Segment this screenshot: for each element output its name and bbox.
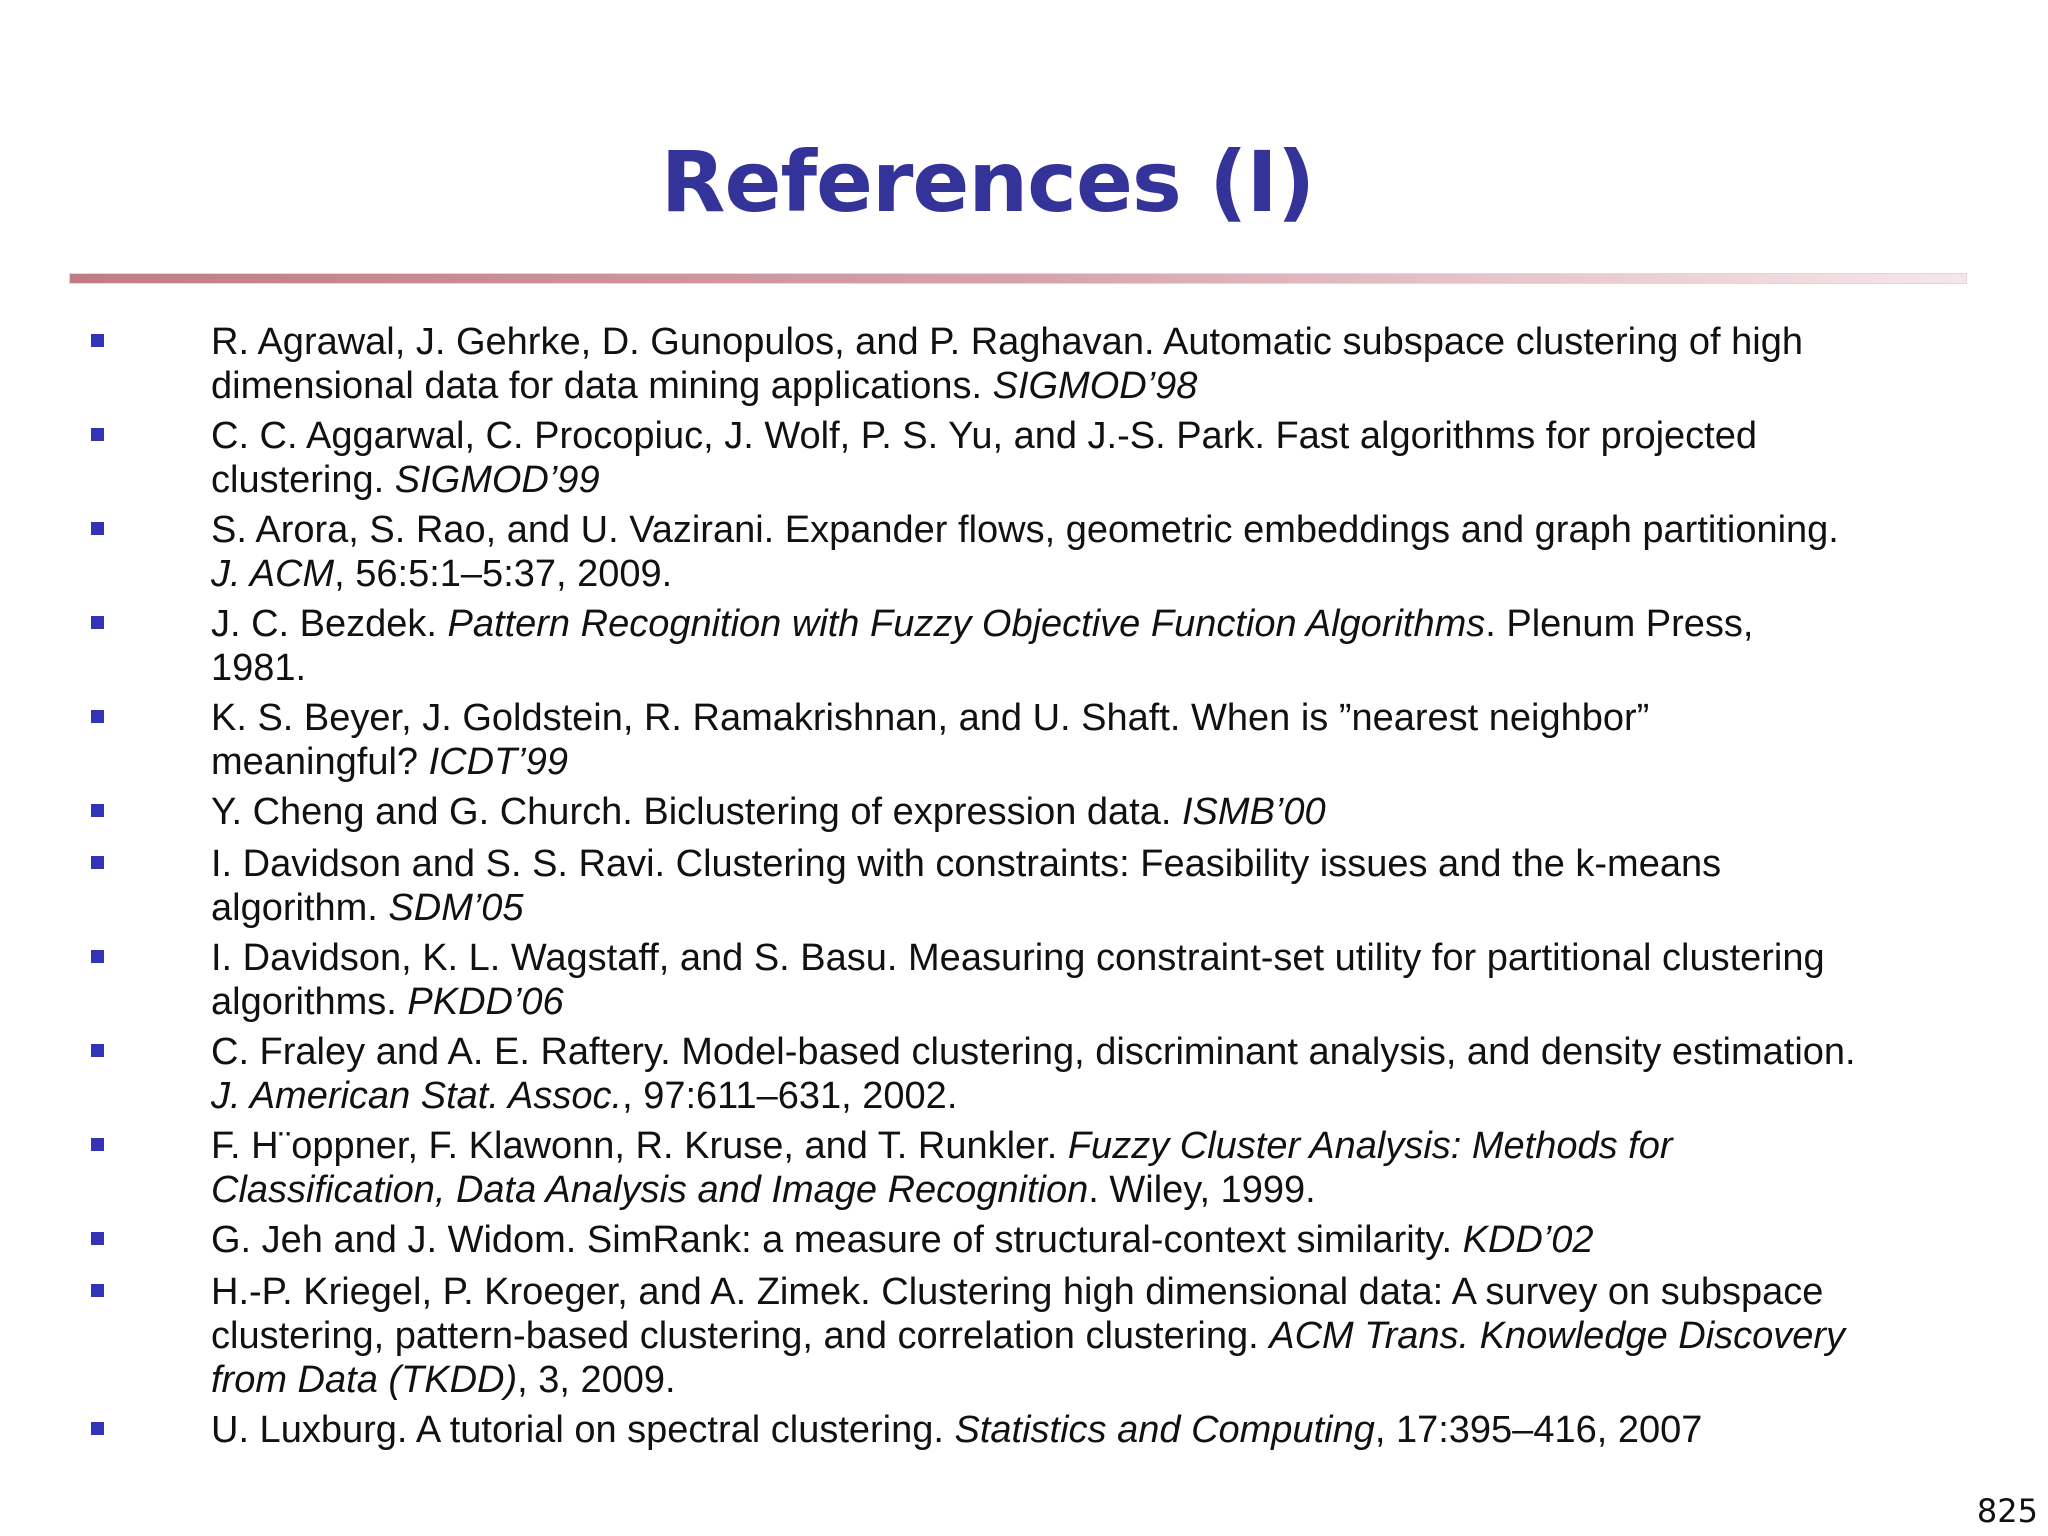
square-bullet-icon [91,710,104,723]
reference-segment: K. S. Beyer, J. Goldstein, R. Ramakrishnan, and U. Shaft. When is ”nearest neighbor” [211,697,1650,739]
reference-line [211,696,1991,740]
reference-line [211,1168,1991,1212]
square-bullet-icon [91,950,104,963]
reference-line [211,320,1991,364]
square-bullet-icon [91,428,104,441]
reference-segment: J. C. Bezdek. [211,603,448,645]
reference-venue: Fuzzy Cluster Analysis: Methods for [1067,1125,1673,1167]
reference-segment: . Wiley, 1999. [1088,1169,1316,1211]
reference-segment: R. Agrawal, J. Gehrke, D. Gunopulos, and P. Raghavan. Automatic subspace clustering of high [211,321,1803,363]
reference-venue: SDM’05 [388,887,524,929]
reference-venue: Classification, Data Analysis and Image Recognition [211,1169,1089,1211]
reference-venue: SIGMOD’98 [992,365,1198,407]
reference-line [211,740,1991,784]
reference-line [211,458,1991,502]
reference-line [211,414,1991,458]
reference-segment: . Plenum Press, [1485,603,1754,645]
reference-venue: ACM Trans. Knowledge Discovery [1269,1315,1846,1357]
reference-venue: J. American Stat. Assoc. [211,1075,623,1117]
reference-line [211,886,1991,930]
reference-text [211,1408,1991,1452]
reference-text [211,1218,1991,1262]
square-bullet-icon [91,334,104,347]
reference-line [211,364,1991,408]
reference-line [211,646,1991,690]
reference-text [211,320,1991,408]
reference-venue: from Data (TKDD) [211,1359,518,1401]
reference-segment: H.-P. Kriegel, P. Kroeger, and A. Zimek. Clustering high dimensional data: A survey on subspace [211,1271,1824,1313]
square-bullet-icon [91,1422,104,1435]
reference-text [211,936,1991,1024]
reference-venue: KDD’02 [1462,1219,1594,1261]
reference-segment: algorithms. [211,981,408,1023]
reference-text [211,790,1991,834]
reference-line [211,1218,1991,1262]
reference-line [211,602,1991,646]
reference-venue: Pattern Recognition with Fuzzy Objective Function Algorithms [447,603,1486,645]
reference-line [211,1314,1991,1358]
reference-segment: C. C. Aggarwal, C. Procopiuc, J. Wolf, P. S. Yu, and J.-S. Park. Fast algorithms for projected [211,415,1757,457]
reference-line [211,842,1991,886]
reference-segment: , 56:5:1–5:37, 2009. [334,553,673,595]
reference-text [211,602,1991,690]
reference-segment: , 3, 2009. [517,1359,676,1401]
reference-line [211,1074,1991,1118]
reference-venue: Statistics and Computing [954,1409,1375,1451]
reference-line [211,1030,1991,1074]
square-bullet-icon [91,616,104,629]
reference-segment: algorithm. [211,887,389,929]
reference-segment: C. Fraley and A. E. Raftery. Model-based clustering, discriminant analysis, and density estimation. [211,1031,1856,1073]
reference-segment: Y. Cheng and G. Church. Biclustering of expression data. [211,791,1182,833]
square-bullet-icon [91,1232,104,1245]
reference-line [211,508,1991,552]
reference-segment: , 17:395–416, 2007 [1374,1409,1703,1451]
square-bullet-icon [91,1284,104,1297]
reference-venue: SIGMOD’99 [394,459,600,501]
reference-text [211,696,1991,784]
reference-segment: F. H¨oppner, F. Klawonn, R. Kruse, and T. Runkler. [211,1125,1068,1167]
reference-line [211,1270,1991,1314]
reference-venue: PKDD’06 [407,981,564,1023]
reference-venue: J. ACM [211,553,335,595]
reference-segment: S. Arora, S. Rao, and U. Vazirani. Expander flows, geometric embeddings and graph partitioning. [211,509,1839,551]
reference-line [211,980,1991,1024]
square-bullet-icon [91,522,104,535]
reference-segment: 1981. [211,647,307,689]
square-bullet-icon [91,1138,104,1151]
reference-segment: meaningful? [211,741,429,783]
reference-text [211,842,1991,930]
reference-segment: I. Davidson, K. L. Wagstaff, and S. Basu. Measuring constraint-set utility for partitional clustering [211,937,1825,979]
reference-segment: clustering, pattern-based clustering, and correlation clustering. [211,1315,1270,1357]
reference-venue: ICDT’99 [428,741,568,783]
reference-line [211,936,1991,980]
reference-line [211,1408,1991,1452]
reference-text [211,1030,1991,1118]
reference-segment: clustering. [211,459,395,501]
slide-title: References (I) [660,133,1315,231]
square-bullet-icon [91,856,104,869]
square-bullet-icon [91,1044,104,1057]
reference-segment: , 97:611–631, 2002. [622,1075,958,1117]
reference-segment: I. Davidson and S. S. Ravi. Clustering with constraints: Feasibility issues and the k-means [211,843,1722,885]
reference-line [211,1124,1991,1168]
reference-line [211,1358,1991,1402]
reference-segment: dimensional data for data mining applications. [211,365,993,407]
reference-text [211,508,1991,596]
reference-line [211,790,1991,834]
reference-venue: ISMB’00 [1181,791,1326,833]
square-bullet-icon [91,804,104,817]
reference-line [211,552,1991,596]
reference-text [211,1124,1991,1212]
reference-segment: G. Jeh and J. Widom. SimRank: a measure of structural-context similarity. [211,1219,1463,1261]
reference-segment: U. Luxburg. A tutorial on spectral clustering. [211,1409,955,1451]
reference-text [211,414,1991,502]
reference-text [211,1270,1991,1402]
page-number: 825 [1976,1492,2038,1530]
